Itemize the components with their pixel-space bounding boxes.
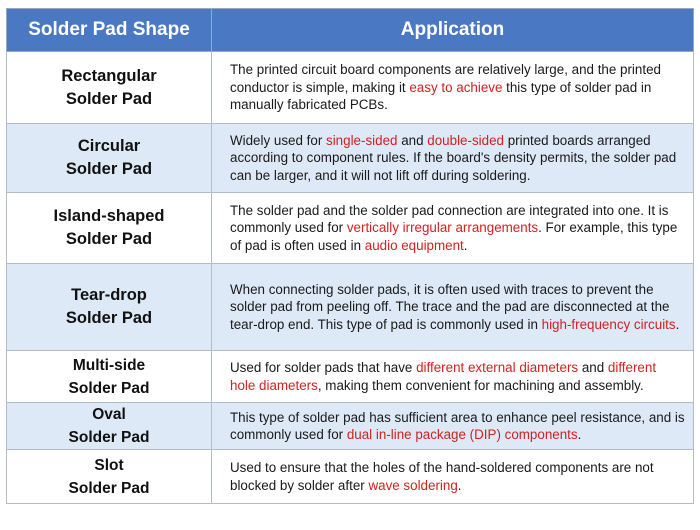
table-row <box>7 264 694 351</box>
application-text: and <box>578 360 608 375</box>
application-text: The printed circuit board components are relatively large, and the printed conductor is simple, making it <box>230 62 661 95</box>
application-text: and <box>397 132 428 148</box>
solder-pad-table <box>6 8 694 504</box>
highlighted-text: different external diameters <box>416 360 579 375</box>
highlighted-text: easy to achieve <box>409 79 503 95</box>
table-row <box>7 403 694 450</box>
shape-label-line: Solder Pad <box>65 160 153 178</box>
application-text: The solder pad and the solder pad connection are integrated into one. It is commonly used for <box>230 202 669 236</box>
shape-cell <box>7 351 212 403</box>
highlighted-text: single-sided <box>326 132 398 148</box>
shape-label-line: Solder Pad <box>68 379 150 397</box>
application-cell <box>212 52 694 124</box>
application-text: . <box>457 477 462 493</box>
application-cell <box>212 450 694 504</box>
highlighted-text: dual in-line package (DIP) components <box>346 427 578 442</box>
table-row <box>7 124 694 193</box>
highlighted-text: audio equipment <box>364 237 464 253</box>
shape-cell <box>7 124 212 193</box>
shape-label-line: Island-shaped <box>53 207 165 225</box>
table-row <box>7 193 694 264</box>
application-text: This type of solder pad has sufficient area to enhance peel resistance, and is commonly used for <box>230 409 685 442</box>
highlighted-text: wave soldering <box>368 477 458 493</box>
table-row <box>7 450 694 504</box>
highlighted-text: different hole diameters <box>230 360 657 393</box>
shape-label-line: Tear-drop <box>71 286 147 304</box>
shape-label-line: Rectangular <box>61 66 157 85</box>
shape-label-line: Solder Pad <box>65 89 153 108</box>
table-body <box>7 52 694 504</box>
application-text: Used to ensure that the holes of the hand-soldered components are not blocked by solder after <box>230 460 654 493</box>
shape-cell <box>7 403 212 450</box>
shape-label-line: Solder Pad <box>68 479 150 497</box>
shape-label-line: Multi-side <box>72 356 146 374</box>
table-row <box>7 52 694 124</box>
shape-label-line: Solder Pad <box>65 230 153 248</box>
application-text: . <box>463 237 468 253</box>
highlighted-text: vertically irregular arrangements <box>346 220 539 236</box>
application-text: printed boards arranged according to component rules. If the board's density permits, the solder pad can be larger, and it will not lift off during soldering. <box>230 132 677 183</box>
application-text: Used for solder pads that have <box>230 360 417 375</box>
shape-label-line: Oval <box>92 406 126 423</box>
shape-label-line: Circular <box>77 137 141 155</box>
application-cell <box>212 264 694 351</box>
shape-cell <box>7 450 212 504</box>
shape-cell <box>7 52 212 124</box>
table-row <box>7 351 694 403</box>
application-cell <box>212 351 694 403</box>
header-application: Application <box>212 9 694 52</box>
shape-label-line: Solder Pad <box>65 309 153 327</box>
application-text: this type of solder pad in manually fabricated PCBs. <box>230 79 652 113</box>
solder-pad-table-container <box>6 8 694 522</box>
highlighted-text: double-sided <box>427 132 504 148</box>
highlighted-text: high-frequency circuits <box>541 316 676 332</box>
shape-cell <box>7 264 212 351</box>
application-text: Widely used for <box>230 132 327 148</box>
application-text: , making them convenient for machining and assembly. <box>317 377 644 393</box>
application-cell <box>212 193 694 264</box>
header-shape: Solder Pad Shape <box>7 9 212 52</box>
application-text: When connecting solder pads, it is often used with traces to prevent the solder pad from peeling off. The trace and the pad are disconnected at the tear-drop end. This type of pad is commonly used in <box>230 281 670 332</box>
shape-label-line: Slot <box>94 456 124 474</box>
header-row <box>7 9 694 52</box>
application-cell <box>212 403 694 450</box>
shape-label-line: Solder Pad <box>68 429 150 446</box>
application-text: . <box>577 427 582 442</box>
shape-cell <box>7 193 212 264</box>
application-cell <box>212 124 694 193</box>
application-text: . <box>675 316 680 332</box>
application-text: . For example, this type of pad is often used in <box>230 220 678 253</box>
